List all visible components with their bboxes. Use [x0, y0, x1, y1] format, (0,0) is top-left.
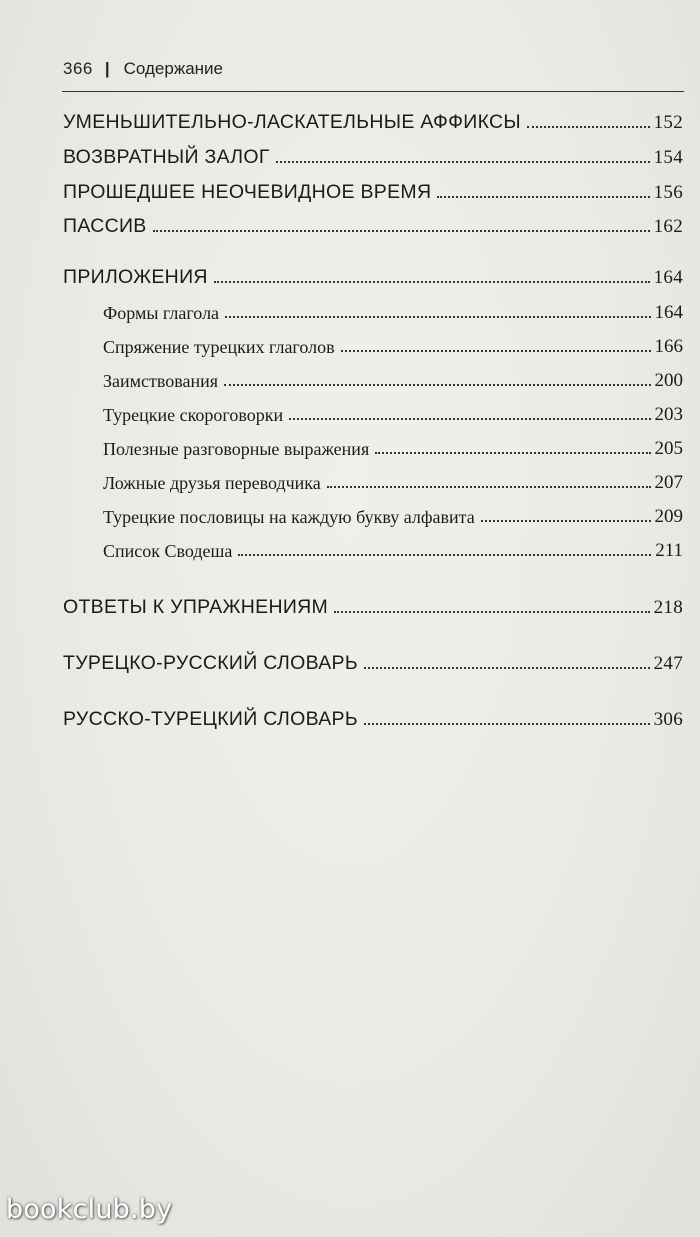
dot-leader — [153, 230, 650, 232]
toc-entry-page: 218 — [653, 597, 683, 618]
dot-leader — [527, 126, 650, 128]
toc-entry-title: Полезные разговорные выражения — [103, 439, 370, 459]
header-rule — [62, 91, 684, 92]
toc-entry-page: 152 — [653, 112, 683, 133]
dot-leader — [481, 520, 651, 522]
dot-leader — [364, 723, 650, 725]
toc-entry-page: 166 — [654, 336, 683, 357]
toc-entry-title: Формы глагола — [103, 303, 220, 323]
toc-entry-page: 209 — [654, 506, 683, 527]
toc-entry-title: Ложные друзья переводчика — [103, 473, 321, 493]
toc-entry-page: 211 — [655, 540, 683, 561]
dot-leader — [334, 611, 650, 613]
toc-entry-title: ВОЗВРАТНЫЙ ЗАЛОГ — [63, 146, 270, 168]
toc-subentry — [103, 290, 683, 324]
dot-leader — [225, 316, 650, 318]
page-number: 366 — [63, 59, 93, 78]
header-separator: | — [104, 59, 110, 78]
toc-entry-title: Турецкие скороговорки — [103, 405, 284, 425]
running-head — [63, 55, 683, 83]
toc-entry — [63, 585, 683, 619]
toc-subentry — [103, 460, 683, 494]
toc-entry-page: 200 — [654, 370, 683, 391]
dot-leader — [437, 196, 649, 198]
toc-entry-page: 156 — [653, 182, 683, 203]
toc-subentry — [103, 392, 683, 426]
toc-entry-title: ПРОШЕДШЕЕ НЕОЧЕВИДНОЕ ВРЕМЯ — [63, 181, 432, 203]
dot-leader — [214, 281, 650, 283]
toc-subentry — [103, 324, 683, 358]
toc-entry-title: ОТВЕТЫ К УПРАЖНЕНИЯМ — [63, 596, 329, 618]
toc-entry-page: 306 — [653, 709, 683, 730]
toc-subentry — [103, 528, 683, 562]
toc-entry-page: 162 — [653, 216, 683, 237]
toc-entry-page: 164 — [654, 302, 683, 323]
toc-entry — [63, 204, 683, 238]
toc-entry-title: РУССКО-ТУРЕЦКИЙ СЛОВАРЬ — [63, 708, 358, 730]
toc-entry-title: Заимствования — [103, 371, 219, 391]
toc-entry-page: 203 — [654, 404, 683, 425]
toc-subentry — [103, 426, 683, 460]
dot-leader — [327, 486, 651, 488]
toc-subentry — [103, 494, 683, 528]
toc-entry-page: 205 — [654, 438, 683, 459]
toc-entry-page: 247 — [653, 653, 683, 674]
dot-leader — [224, 384, 650, 386]
toc-entry-title: Спряжение турецких глаголов — [103, 337, 335, 357]
dot-leader — [238, 554, 651, 556]
toc-entry-title: Список Сводеша — [103, 541, 233, 561]
toc-entry-title: ПРИЛОЖЕНИЯ — [63, 266, 208, 288]
toc-entry-page: 154 — [653, 147, 683, 168]
toc-entry — [63, 135, 683, 169]
toc-entry-title: ТУРЕЦКО-РУССКИЙ СЛОВАРЬ — [63, 652, 358, 674]
toc-entry — [63, 641, 683, 675]
dot-leader — [375, 452, 650, 454]
dot-leader — [276, 161, 650, 163]
toc-entry — [63, 697, 683, 731]
toc-entry-page: 207 — [654, 472, 683, 493]
dot-leader — [341, 350, 651, 352]
section-title: Содержание — [123, 59, 223, 78]
toc-entry — [63, 100, 683, 134]
dot-leader — [364, 667, 650, 669]
toc-entry-title: Турецкие пословицы на каждую букву алфавита — [103, 507, 475, 527]
dot-leader — [289, 418, 650, 420]
toc-entry-title: УМЕНЬШИТЕЛЬНО-ЛАСКАТЕЛЬНЫЕ АФФИКСЫ — [63, 111, 521, 133]
toc-entry — [63, 255, 683, 289]
toc-entry-page: 164 — [653, 267, 683, 288]
toc-entry-title: ПАССИВ — [63, 215, 147, 237]
toc-subentry — [103, 358, 683, 392]
toc-entry — [63, 170, 683, 204]
watermark: bookclub.by — [6, 1194, 173, 1225]
